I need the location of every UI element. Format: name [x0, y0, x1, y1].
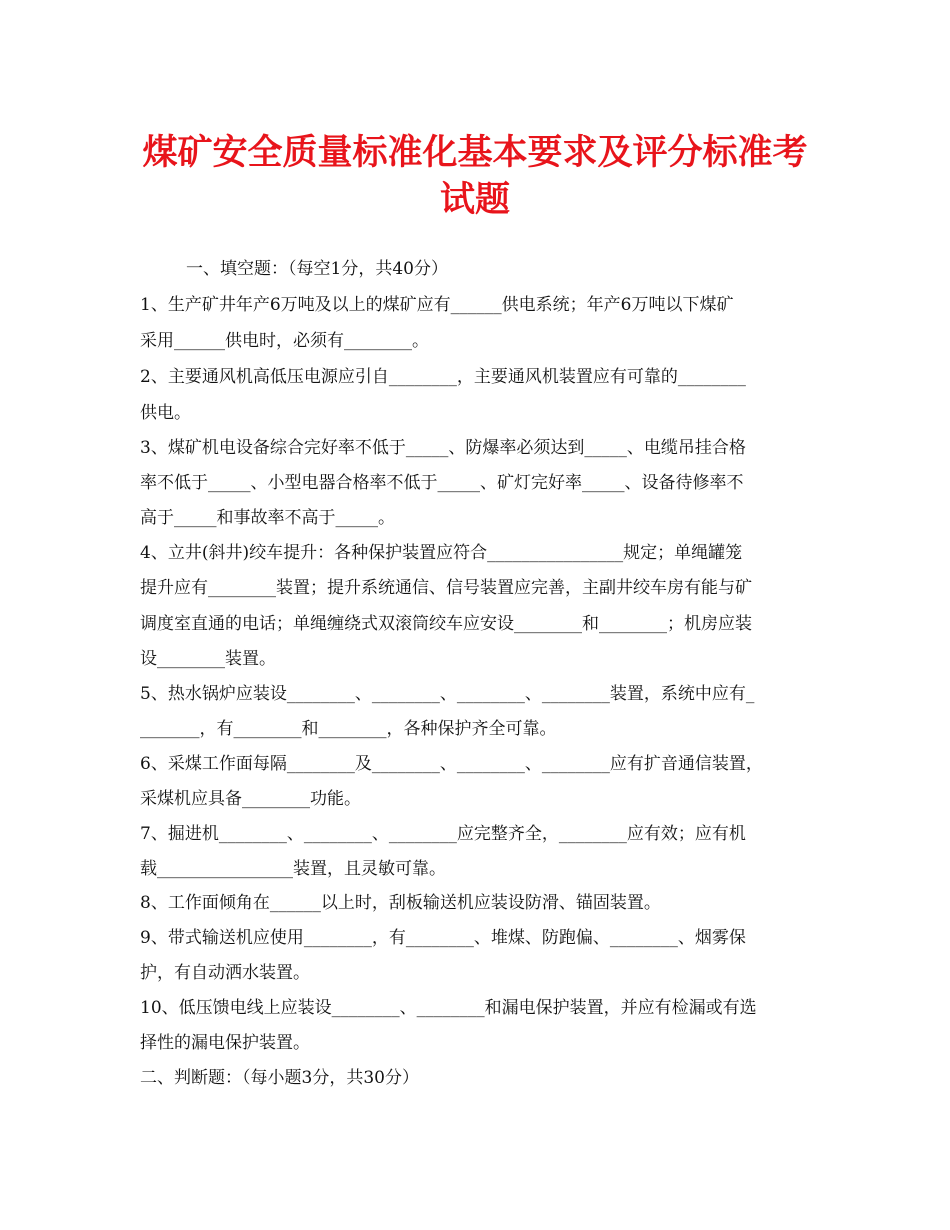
question-line: 3、煤矿机电设备综合完好率不低于_____、防爆率必须达到_____、电缆吊挂合格: [140, 438, 746, 458]
question-line: 调度室直通的电话；单绳缠绕式双滚筒绞车应安设________和________；机房应装: [140, 614, 752, 634]
question-line: 10、低压馈电线上应装设________、________和漏电保护装置，并应有检漏或有选: [140, 998, 757, 1018]
question-line: 择性的漏电保护装置。: [140, 1033, 310, 1053]
question-line: 采用______供电时，必须有________。: [140, 331, 429, 351]
question-line: 采煤机应具备________功能。: [140, 789, 361, 809]
question-line: 率不低于_____、小型电器合格率不低于_____、矿灯完好率_____、设备待修率不: [140, 473, 744, 493]
section-heading-fill-blank: 一、填空题：（每空1分，共40分）: [186, 259, 448, 279]
question-line: 护，有自动洒水装置。: [140, 963, 310, 983]
question-line: 2、主要通风机高低压电源应引自________，主要通风机装置应有可靠的________: [140, 367, 746, 387]
question-line: 高于_____和事故率不高于_____。: [140, 508, 395, 528]
question-line: 供电。: [140, 403, 191, 423]
question-line: 载________________装置，且灵敏可靠。: [140, 859, 446, 879]
section-heading-true-false: 二、判断题：（每小题3分，共30分）: [140, 1068, 419, 1088]
question-line: 9、带式输送机应使用________，有________、堆煤、防跑偏、________、烟雾保: [140, 928, 746, 948]
question-line: 7、掘进机________、________、________应完整齐全，________应有效；应有机: [140, 824, 746, 844]
question-line: 设________装置。: [140, 649, 276, 669]
question-line: 4、立井(斜井)绞车提升：各种保护装置应符合________________规定；单绳罐笼: [140, 543, 743, 563]
document-title-line-2: 试题: [439, 179, 510, 220]
question-line: 提升应有________装置；提升系统通信、信号装置应完善，主副井绞车房有能与矿: [140, 578, 752, 598]
question-line: _______，有________和________，各种保护齐全可靠。: [140, 719, 557, 739]
document-title-line-1: 煤矿安全质量标准化基本要求及评分标准考: [142, 132, 808, 173]
question-line: 8、工作面倾角在______以上时，刮板输送机应装设防滑、锚固装置。: [140, 893, 661, 913]
question-line: 1、生产矿井年产6万吨及以上的煤矿应有______供电系统；年产6万吨以下煤矿: [140, 295, 734, 315]
question-line: 5、热水锅炉应装设________、________、________、________装置，系统中应有_: [140, 684, 755, 704]
question-line: 6、采煤工作面每隔________及________、________、________应有扩音通信装置，: [140, 754, 763, 774]
